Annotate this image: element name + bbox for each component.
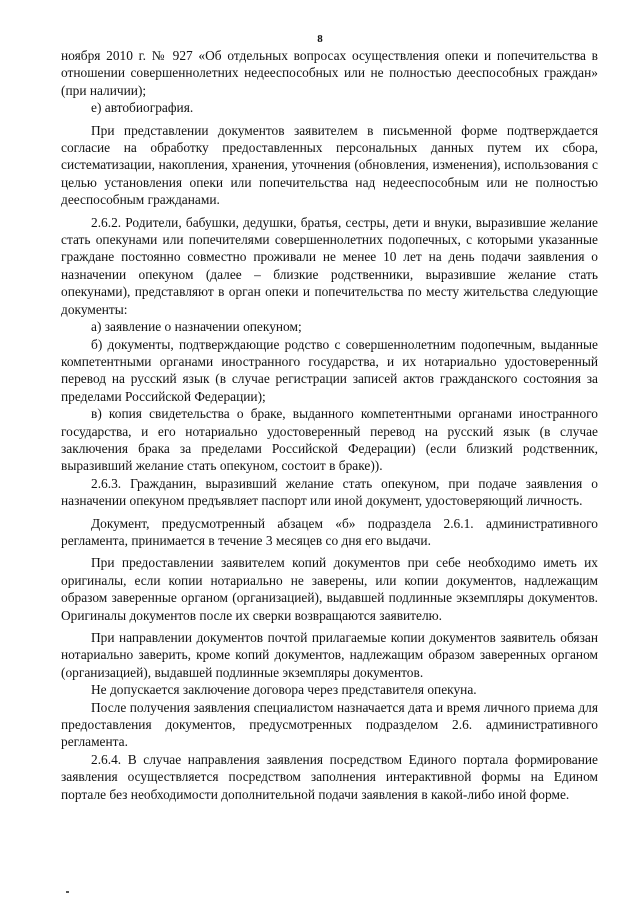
paragraph-continuation: ноября 2010 г. № 927 «Об отдельных вопросах осуществления опеки и попечительства в отношении совершеннолетних недееспособных или не полностью дееспособных граждан» (при наличии); [61,48,598,98]
paragraph-item-e: е) автобиография. [91,100,194,116]
paragraph-originals: При предоставлении заявителем копий документов при себе необходимо иметь их оригиналы, если копии нотариально не заверены, или копии документов, надлежащим образом заверенные органом (организацией), выдавшей подлинные экземпляры документов. Оригиналы документов после их сверки возвращаются заявителю. [61,555,598,623]
page-number: 8 [317,33,323,45]
paragraph-document-validity: Документ, предусмотренный абзацем «б» подраздела 2.6.1. административного регламента, принимается в течение 3 месяцев со дня его выдачи. [61,515,598,548]
paragraph-item-b: б) документы, подтверждающие родство с совершеннолетним подопечным, выданные компетентными органами иностранного государства, и их нотариально удостоверенный перевод на русский язык (в случае регистрации записей актов гражданского состояния за пределами Российской Федерации); [61,336,598,404]
paragraph-consent: При представлении документов заявителем в письменной форме подтверждается согласие на обработку предоставленных персональных данных путем их сбора, систематизации, накопления, хранения, уточнения (обновления, изменения), использования с целью установления опеки или попечительства над недееспособным или не полностью дееспособным гражданами. [61,122,598,208]
paragraph-appointment: После получения заявления специалистом назначается дата и время личного приема для предоставления документов, предусмотренных подразделом 2.6. административного регламента. [61,699,598,750]
paragraph-postal: При направлении документов почтой прилагаемые копии документов заявитель обязан нотариально заверить, кроме копий документов, надлежащим образом заверенных органом (организацией), выдавшей подлинные экземпляры документов. [61,630,598,680]
scan-mark [66,891,69,893]
paragraph-item-v: в) копия свидетельства о браке, выданного компетентными органами иностранного государства, и его нотариально удостоверенный перевод на русский язык (в случае заключения брака за пределами Российской Федерации) (если близкий родственник, выразивший желание стать опекуном, состоит в браке)). [61,406,598,474]
document-body [61,47,598,803]
paragraph-item-a: а) заявление о назначении опекуном; [91,319,302,335]
paragraph-2-6-3: 2.6.3. Гражданин, выразивший желание стать опекуном, при подаче заявления о назначении опекуном предъявляет паспорт или иной документ, удостоверяющий личность. [61,475,598,509]
paragraph-representative: Не допускается заключение договора через представителя опекуна. [91,682,477,698]
paragraph-2-6-4: 2.6.4. В случае направления заявления посредством Единого портала формирование заявления осуществляется посредством заполнения интерактивной формы на Едином портале без необходимости дополнительной подачи заявления в какой-либо иной форме. [61,751,598,802]
paragraph-2-6-2: 2.6.2. Родители, бабушки, дедушки, братья, сестры, дети и внуки, выразившие желание стать опекунами или попечителями совершеннолетних подопечных, с которыми указанные граждане постоянно совместно проживали не менее 10 лет на день подачи заявления о назначении опекуном (далее – близкие родственники, выразившие желание стать опекунами), представляют в орган опеки и попечительства по месту жительства следующие документы: [61,214,598,317]
